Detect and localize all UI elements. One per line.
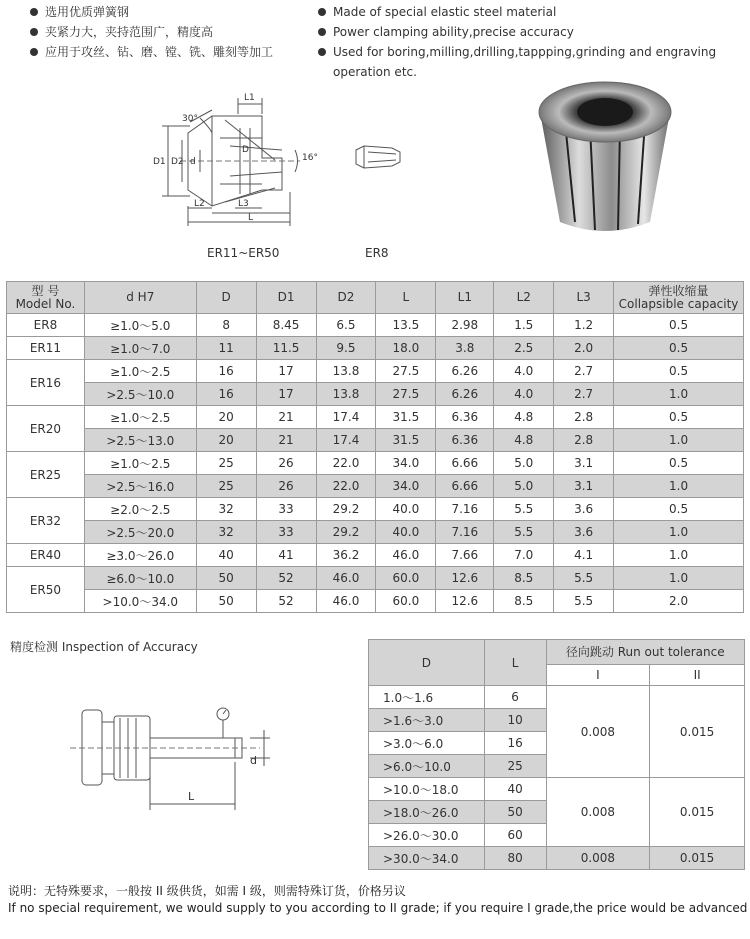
header-dh7: d H7 xyxy=(84,282,196,314)
runout-tolerance-II-cell: 0.015 xyxy=(650,778,745,847)
header-L: L xyxy=(376,282,436,314)
header-L3: L3 xyxy=(554,282,614,314)
spec-cell: 33 xyxy=(256,521,316,544)
spec-header-row xyxy=(7,282,744,314)
spec-cell: 8.45 xyxy=(256,314,316,337)
header-D1: D1 xyxy=(256,282,316,314)
caption-er8: ER8 xyxy=(365,246,389,260)
features-cn-list xyxy=(30,2,273,62)
spec-cell: 22.0 xyxy=(316,452,376,475)
header-D: D xyxy=(196,282,256,314)
note-en: If no special requirement, we would supply to you according to II grade; if you require I grade,the price would be advanced xyxy=(8,901,748,915)
spec-cell: 36.2 xyxy=(316,544,376,567)
spec-cell: 6.66 xyxy=(436,452,494,475)
runout-row xyxy=(369,686,745,709)
spec-cell: ≥1.0～7.0 xyxy=(84,337,196,360)
spec-cell: 25 xyxy=(196,475,256,498)
spec-cell: 29.2 xyxy=(316,521,376,544)
spec-cell: 2.7 xyxy=(554,360,614,383)
spec-cell: 2.7 xyxy=(554,383,614,406)
spec-cell: 32 xyxy=(196,498,256,521)
model-cell: ER8 xyxy=(7,314,85,337)
spec-cell: 4.1 xyxy=(554,544,614,567)
angle-16-label: 16° xyxy=(302,153,318,163)
runout-header-L: L xyxy=(484,640,546,686)
runout-range-cell: >26.0～30.0 xyxy=(369,824,485,847)
spec-cell: 40.0 xyxy=(376,521,436,544)
spec-cell: 7.16 xyxy=(436,521,494,544)
spec-cell: 34.0 xyxy=(376,475,436,498)
spec-cell: 5.5 xyxy=(554,590,614,613)
header-model-cn: 型 号 xyxy=(31,283,60,298)
feature-cn-item: 应用于攻丝、钻、磨、镗、铣、雕刻等加工 xyxy=(30,42,273,62)
feature-cn-item: 夹紧力大，夹持范围广，精度高 xyxy=(30,22,273,42)
spec-cell: 46.0 xyxy=(376,544,436,567)
runout-range-cell: >10.0～18.0 xyxy=(369,778,485,801)
spec-cell: 60.0 xyxy=(376,567,436,590)
runout-range-cell: >30.0～34.0 xyxy=(369,847,485,870)
spec-cell: 3.6 xyxy=(554,498,614,521)
spec-cell: 8.5 xyxy=(494,567,554,590)
spec-cell: 1.0 xyxy=(614,521,744,544)
spec-cell: 5.5 xyxy=(554,567,614,590)
spec-cell: 2.0 xyxy=(554,337,614,360)
spec-cell: 0.5 xyxy=(614,314,744,337)
spec-cell: ≥1.0～5.0 xyxy=(84,314,196,337)
caption-er11-er50: ER11~ER50 xyxy=(207,246,280,260)
spec-cell: 60.0 xyxy=(376,590,436,613)
dim-D-label: D xyxy=(242,145,249,155)
model-cell: ER11 xyxy=(7,337,85,360)
spec-cell: 12.6 xyxy=(436,590,494,613)
spec-cell: 9.5 xyxy=(316,337,376,360)
spec-cell: ≥1.0～2.5 xyxy=(84,406,196,429)
collet-photo xyxy=(520,72,690,242)
spec-cell: 1.5 xyxy=(494,314,554,337)
spec-row xyxy=(7,337,744,360)
header-D2: D2 xyxy=(316,282,376,314)
dim-d-label: d xyxy=(190,157,196,167)
spec-cell: 40.0 xyxy=(376,498,436,521)
spec-cell: 6.66 xyxy=(436,475,494,498)
spec-cell: 0.5 xyxy=(614,498,744,521)
model-cell: ER50 xyxy=(7,567,85,613)
spec-cell: 2.8 xyxy=(554,406,614,429)
runout-length-cell: 16 xyxy=(484,732,546,755)
runout-length-cell: 50 xyxy=(484,801,546,824)
runout-tolerance-II-cell: 0.015 xyxy=(650,686,745,778)
spec-cell: 8.5 xyxy=(494,590,554,613)
inspection-L-label: L xyxy=(188,790,195,803)
spec-cell: 2.8 xyxy=(554,429,614,452)
runout-tolerance-I-cell: 0.008 xyxy=(546,847,650,870)
spec-cell: 29.2 xyxy=(316,498,376,521)
header-model xyxy=(7,282,85,314)
runout-tolerance-I-cell: 0.008 xyxy=(546,686,650,778)
dim-D2-label: D2 xyxy=(171,157,184,167)
spec-cell: 12.6 xyxy=(436,567,494,590)
spec-cell: 17.4 xyxy=(316,429,376,452)
spec-cell: 11 xyxy=(196,337,256,360)
spec-cell: 1.0 xyxy=(614,383,744,406)
spec-table-body xyxy=(7,314,744,613)
header-L2: L2 xyxy=(494,282,554,314)
runout-tolerance-I-cell: 0.008 xyxy=(546,778,650,847)
header-L1: L1 xyxy=(436,282,494,314)
spec-cell: 31.5 xyxy=(376,406,436,429)
spec-cell: 17.4 xyxy=(316,406,376,429)
spec-cell: 26 xyxy=(256,475,316,498)
runout-length-cell: 6 xyxy=(484,686,546,709)
spec-cell: ≥3.0～26.0 xyxy=(84,544,196,567)
spec-cell: 50 xyxy=(196,590,256,613)
spec-cell: 17 xyxy=(256,360,316,383)
spec-cell: 7.0 xyxy=(494,544,554,567)
spec-cell: 0.5 xyxy=(614,406,744,429)
spec-cell: 5.0 xyxy=(494,452,554,475)
header-capacity xyxy=(614,282,744,314)
spec-cell: 27.5 xyxy=(376,360,436,383)
spec-cell: 50 xyxy=(196,567,256,590)
spec-row xyxy=(7,567,744,590)
spec-row xyxy=(7,360,744,383)
header-capacity-en: Collapsible capacity xyxy=(618,296,739,311)
spec-cell: 52 xyxy=(256,567,316,590)
dim-L1-label: L1 xyxy=(244,93,255,103)
runout-header-D: D xyxy=(369,640,485,686)
spec-cell: 31.5 xyxy=(376,429,436,452)
spec-row xyxy=(7,498,744,521)
spec-row xyxy=(7,314,744,337)
feature-en-item: Power clamping ability,precise accuracy xyxy=(318,22,738,42)
spec-cell: 6.36 xyxy=(436,429,494,452)
collet-dimension-drawing xyxy=(150,88,330,233)
spec-row xyxy=(7,544,744,567)
spec-cell: 2.5 xyxy=(494,337,554,360)
runout-range-cell: 1.0～1.6 xyxy=(369,686,485,709)
spec-cell: 20 xyxy=(196,429,256,452)
spec-cell: 13.8 xyxy=(316,360,376,383)
runout-length-cell: 80 xyxy=(484,847,546,870)
spec-cell: 1.0 xyxy=(614,429,744,452)
spec-cell: >2.5～20.0 xyxy=(84,521,196,544)
inspection-title: 精度检测 Inspection of Accuracy xyxy=(10,640,198,654)
header-capacity-cn: 弹性收缩量 xyxy=(648,283,709,298)
spec-cell: >2.5～10.0 xyxy=(84,383,196,406)
runout-table-body xyxy=(369,686,745,870)
spec-cell: 18.0 xyxy=(376,337,436,360)
angle-30-label: 30° xyxy=(182,114,198,124)
spec-cell: 21 xyxy=(256,429,316,452)
spec-cell: 2.0 xyxy=(614,590,744,613)
dim-L-label: L xyxy=(248,213,254,223)
spec-cell: 0.5 xyxy=(614,452,744,475)
spec-row xyxy=(7,452,744,475)
spec-cell: 40 xyxy=(196,544,256,567)
spec-cell: 16 xyxy=(196,360,256,383)
spec-cell: 6.5 xyxy=(316,314,376,337)
header-model-en: Model No. xyxy=(15,296,76,311)
model-cell: ER20 xyxy=(7,406,85,452)
model-cell: ER32 xyxy=(7,498,85,544)
spec-row xyxy=(7,429,744,452)
spec-row xyxy=(7,590,744,613)
spec-cell: 41 xyxy=(256,544,316,567)
runout-grade-I: I xyxy=(546,664,650,685)
spec-cell: 4.0 xyxy=(494,360,554,383)
spec-cell: 8 xyxy=(196,314,256,337)
spec-cell: 6.26 xyxy=(436,383,494,406)
spec-cell: ≥6.0～10.0 xyxy=(84,567,196,590)
runout-grade-II: II xyxy=(650,664,745,685)
spec-cell: 20 xyxy=(196,406,256,429)
spec-cell: 5.5 xyxy=(494,498,554,521)
spec-row xyxy=(7,475,744,498)
spec-cell: 4.8 xyxy=(494,406,554,429)
spec-cell: 4.8 xyxy=(494,429,554,452)
runout-range-cell: >3.0～6.0 xyxy=(369,732,485,755)
spec-cell: 21 xyxy=(256,406,316,429)
runout-length-cell: 25 xyxy=(484,755,546,778)
note-cn: 说明：无特殊要求，一般按 II 级供货，如需 I 级，则需特殊订货，价格另议 xyxy=(8,884,406,898)
spec-cell: 5.5 xyxy=(494,521,554,544)
spec-table xyxy=(6,281,744,613)
runout-range-cell: >18.0～26.0 xyxy=(369,801,485,824)
runout-length-cell: 60 xyxy=(484,824,546,847)
runout-length-cell: 10 xyxy=(484,709,546,732)
inspection-d-label: d xyxy=(250,754,257,767)
spec-cell: 52 xyxy=(256,590,316,613)
spec-cell: 2.98 xyxy=(436,314,494,337)
spec-cell: 46.0 xyxy=(316,590,376,613)
spec-cell: 32 xyxy=(196,521,256,544)
spec-cell: 5.0 xyxy=(494,475,554,498)
spec-cell: 3.6 xyxy=(554,521,614,544)
spec-cell: 1.0 xyxy=(614,567,744,590)
spec-cell: ≥1.0～2.5 xyxy=(84,360,196,383)
spec-row xyxy=(7,521,744,544)
runout-table xyxy=(368,639,745,870)
dim-D1-label: D1 xyxy=(153,157,166,167)
spec-cell: 13.5 xyxy=(376,314,436,337)
spec-cell: ≥1.0～2.5 xyxy=(84,452,196,475)
features-en-list xyxy=(318,2,738,82)
spec-cell: 7.66 xyxy=(436,544,494,567)
feature-en-item: Used for boring,milling,drilling,tappping,grinding and engraving operation etc. xyxy=(318,42,738,82)
spec-cell: 17 xyxy=(256,383,316,406)
spec-cell: 16 xyxy=(196,383,256,406)
spec-cell: >10.0～34.0 xyxy=(84,590,196,613)
er8-collet-drawing xyxy=(352,140,407,175)
spec-cell: 1.2 xyxy=(554,314,614,337)
spec-row xyxy=(7,383,744,406)
dim-L2-label: L2 xyxy=(194,199,205,209)
model-cell: ER25 xyxy=(7,452,85,498)
model-cell: ER40 xyxy=(7,544,85,567)
spec-cell: 26 xyxy=(256,452,316,475)
model-cell: ER16 xyxy=(7,360,85,406)
spec-cell: 1.0 xyxy=(614,544,744,567)
spec-cell: 13.8 xyxy=(316,383,376,406)
runout-header-tolerance: 径向跳动 Run out tolerance xyxy=(546,640,744,665)
spec-cell: 22.0 xyxy=(316,475,376,498)
spec-cell: >2.5～13.0 xyxy=(84,429,196,452)
spec-cell: 3.8 xyxy=(436,337,494,360)
spec-cell: 0.5 xyxy=(614,360,744,383)
runout-length-cell: 40 xyxy=(484,778,546,801)
spec-cell: 46.0 xyxy=(316,567,376,590)
spec-cell: 25 xyxy=(196,452,256,475)
runout-range-cell: >6.0～10.0 xyxy=(369,755,485,778)
spec-cell: >2.5～16.0 xyxy=(84,475,196,498)
spec-cell: 3.1 xyxy=(554,475,614,498)
inspection-diagram xyxy=(70,700,280,830)
spec-cell: 33 xyxy=(256,498,316,521)
feature-cn-item: 选用优质弹簧钢 xyxy=(30,2,273,22)
spec-cell: 6.36 xyxy=(436,406,494,429)
spec-cell: 3.1 xyxy=(554,452,614,475)
spec-row xyxy=(7,406,744,429)
runout-row xyxy=(369,778,745,801)
dim-L3-label: L3 xyxy=(238,199,249,209)
spec-cell: 6.26 xyxy=(436,360,494,383)
runout-header-row xyxy=(369,640,745,665)
spec-cell: 1.0 xyxy=(614,475,744,498)
spec-cell: 11.5 xyxy=(256,337,316,360)
spec-cell: 7.16 xyxy=(436,498,494,521)
runout-range-cell: >1.6～3.0 xyxy=(369,709,485,732)
spec-cell: 27.5 xyxy=(376,383,436,406)
spec-cell: ≥2.0～2.5 xyxy=(84,498,196,521)
runout-tolerance-II-cell: 0.015 xyxy=(650,847,745,870)
spec-cell: 34.0 xyxy=(376,452,436,475)
spec-cell: 4.0 xyxy=(494,383,554,406)
feature-en-item: Made of special elastic steel material xyxy=(318,2,738,22)
spec-cell: 0.5 xyxy=(614,337,744,360)
runout-row xyxy=(369,847,745,870)
